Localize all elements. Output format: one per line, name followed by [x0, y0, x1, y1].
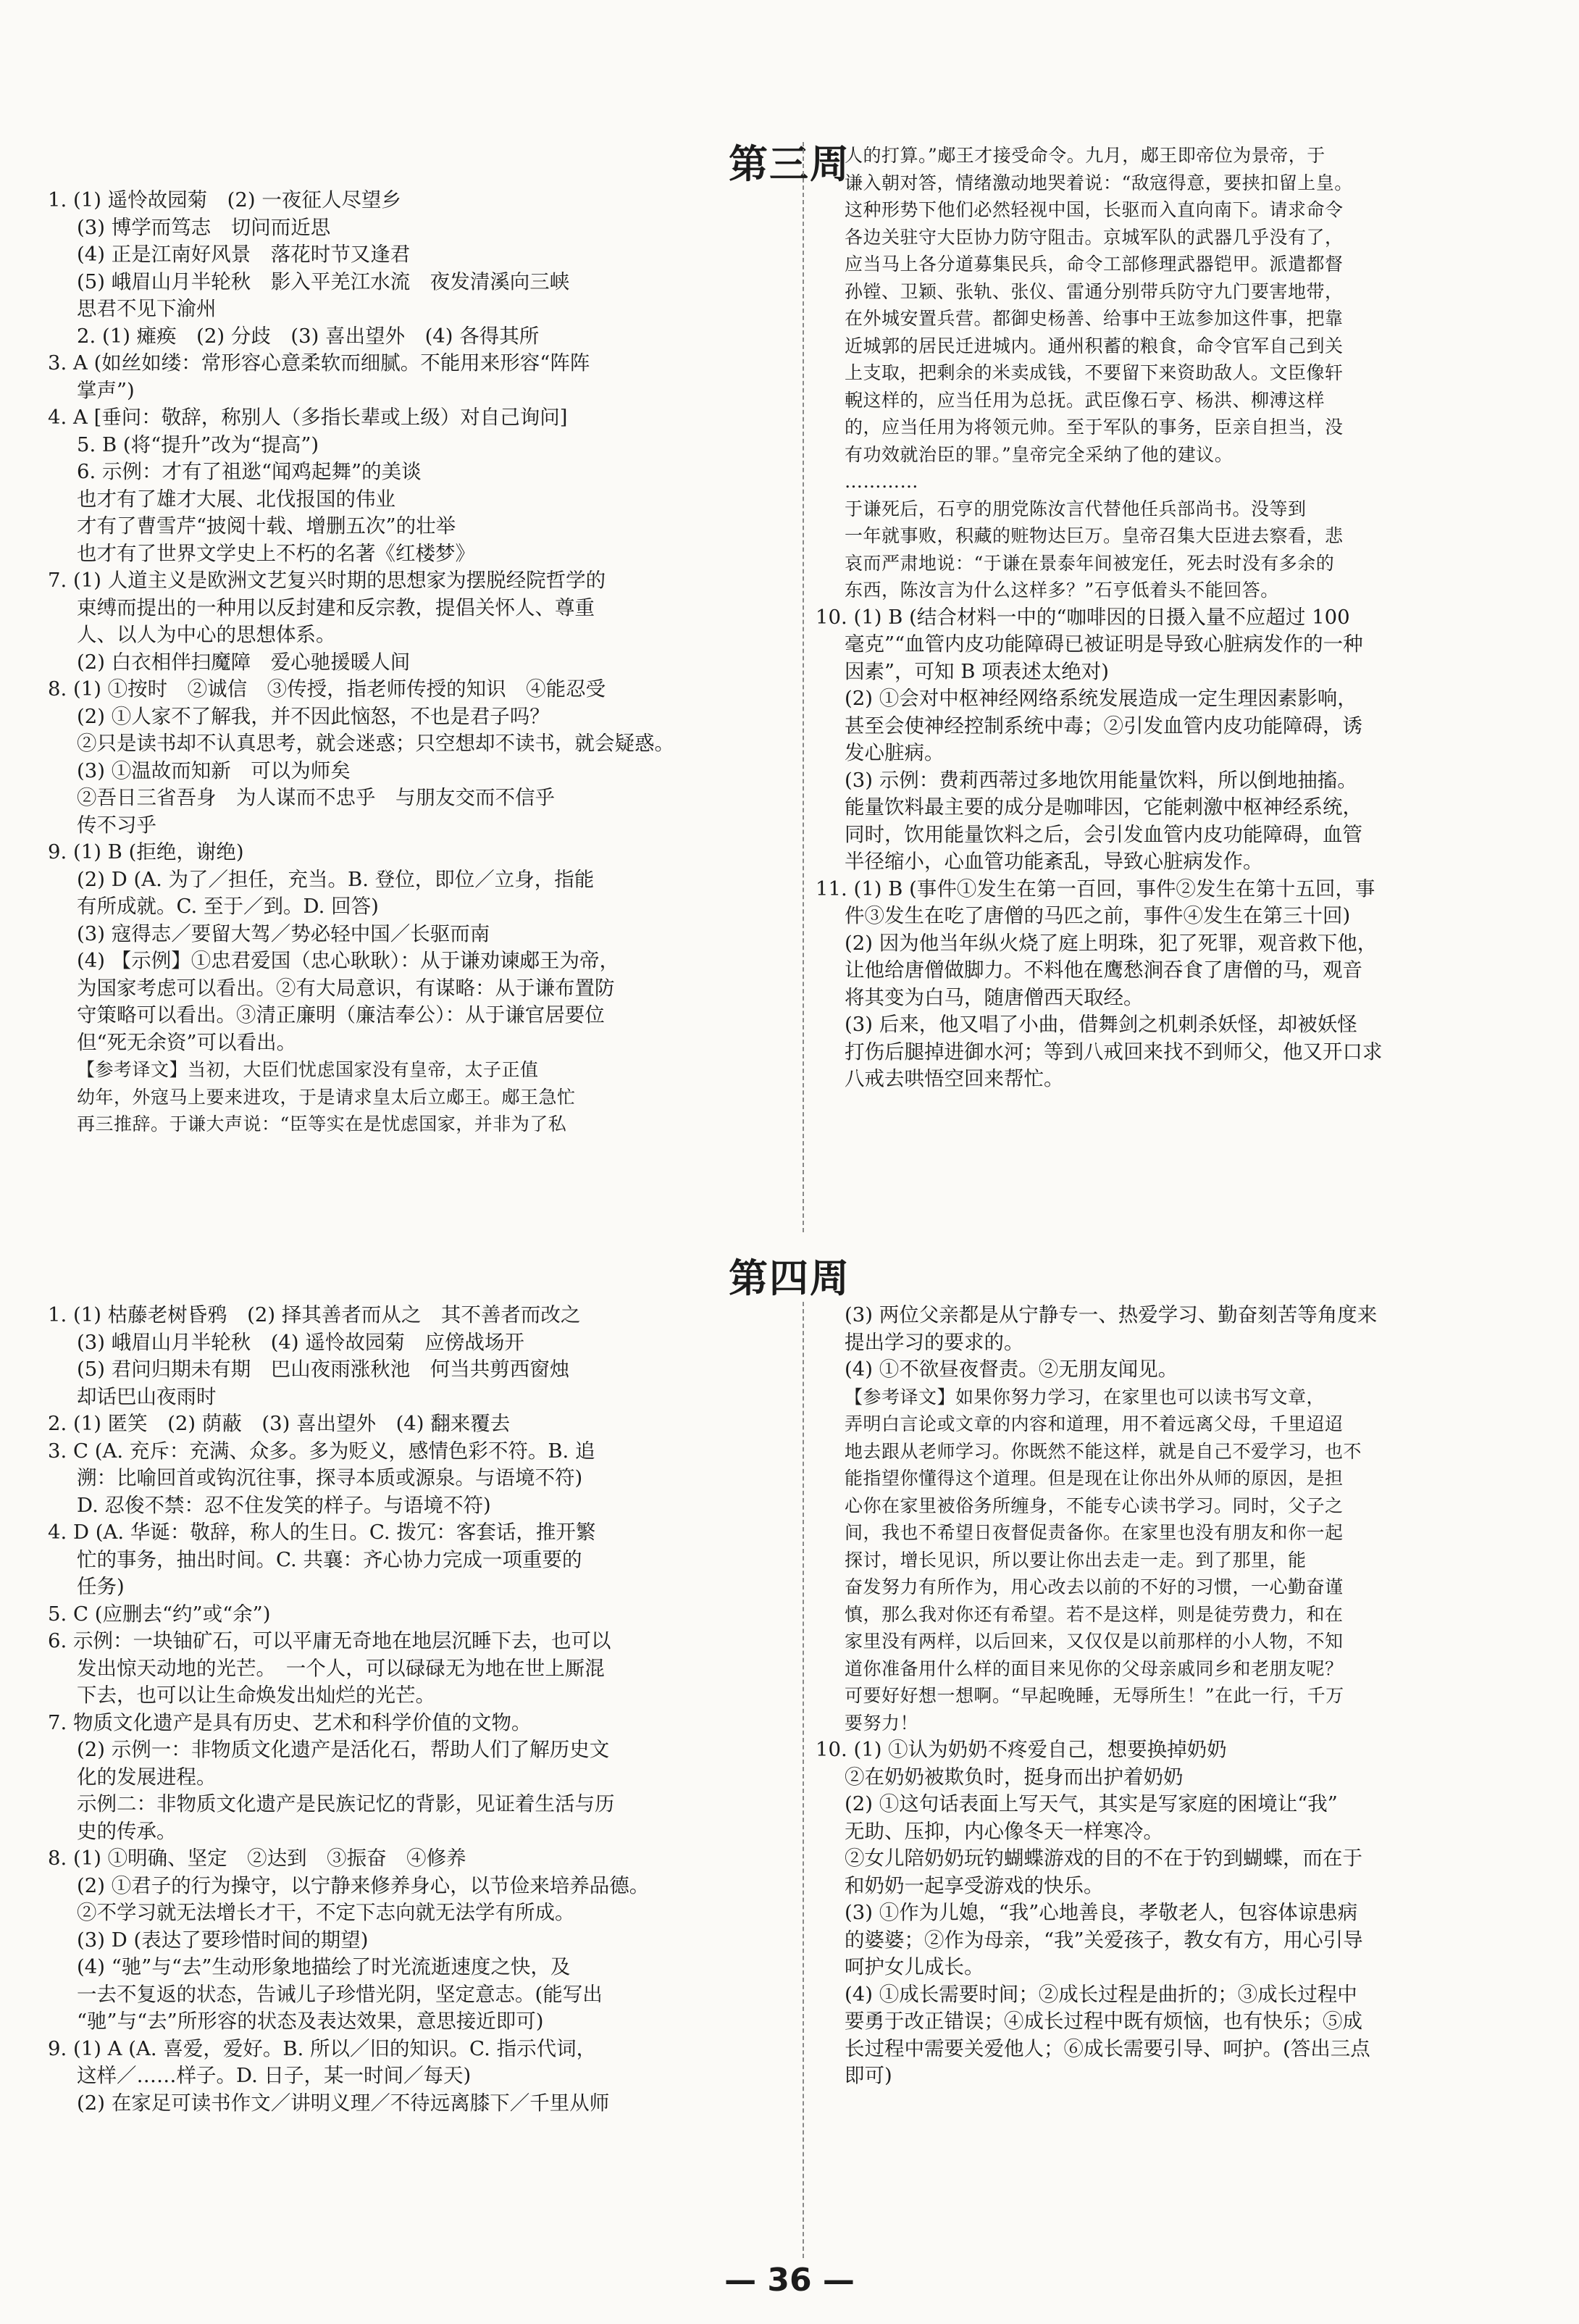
column-divider-week4 — [803, 1302, 804, 2258]
answer-line: 忙的事务，抽出时间。C. 共襄：齐心协力完成一项重要的 — [77, 1547, 582, 1571]
answer-line: (4) 【示例】①忠君爱国（忠心耿耿）：从于谦劝谏郕王为帝， — [77, 949, 619, 972]
answer-line: 10. (1) B (结合材料一中的“咖啡因的日摄入量不应超过 100 — [816, 605, 1350, 629]
answer-line: 谦入朝对答，情绪激动地哭着说：“敌寇得意，要挟扣留上皇。 — [845, 172, 1353, 193]
answer-line: (4) “驰”与“去”生动形象地描绘了时光流逝速度之快，及 — [77, 1955, 571, 1978]
answer-line: ②吾日三省吾身 为人谋而不忠乎 与朋友交而不信乎 — [77, 786, 555, 809]
answer-line: 慎，那么我对你还有希望。若不是这样，则是徒劳费力，和在 — [845, 1603, 1344, 1625]
answer-line: (5) 君问归期未有期 巴山夜雨涨秋池 何当共剪西窗烛 — [77, 1358, 570, 1381]
answer-line: 的，应当任用为将领元帅。至于军队的事务，臣亲自担当，没 — [845, 417, 1344, 438]
answer-line: 半径缩小，心血管功能紊乱，导致心脏病发作。 — [845, 850, 1263, 873]
week4-title: 第四周 — [729, 1255, 850, 1301]
week3-right-column — [816, 142, 1537, 1093]
answer-line: 但“死无余资”可以看出。 — [77, 1030, 297, 1054]
answer-line: 在外城安置兵营。都御史杨善、给事中王竑参加这件事，把靠 — [845, 308, 1344, 329]
answer-line: 弄明白言论或文章的内容和道理，用不着远离父母，千里迢迢 — [845, 1413, 1344, 1434]
answer-line: 3. A (如丝如缕：常形容心意柔软而细腻。不能用来形容“阵阵 — [48, 351, 590, 375]
answer-line: (2) D (A. 为了／担任，充当。B. 登位，即位／立身，指能 — [77, 867, 595, 891]
answer-line: 能指望你懂得这个道理。但是现在让你出外从师的原因，是担 — [845, 1468, 1344, 1489]
answer-line: 人的打算。”郕王才接受命令。九月，郕王即帝位为景帝，于 — [845, 145, 1325, 166]
answer-line: (3) 寇得志／要留大驾／势必轻中国／长驱而南 — [77, 921, 490, 945]
answer-line: (2) 在家足可读书作文／讲明义理／不待远离膝下／千里从师 — [77, 2091, 610, 2115]
answer-line: (2) ①这句话表面上写天气，其实是写家庭的困境让“我” — [845, 1792, 1338, 1815]
answer-line: 间，我也不希望日夜督促责备你。在家里也没有朋友和你一起 — [845, 1522, 1344, 1543]
answer-line: 化的发展进程。 — [77, 1765, 217, 1789]
answer-line: 5. C (应删去“约”或“余”) — [48, 1602, 271, 1626]
answer-line: 孙镗、卫颖、张轨、张仪、雷通分别带兵防守九门要害地带， — [845, 280, 1344, 302]
answer-line: (2) ①君子的行为操守，以宁静来修养身心，以节俭来培养品德。 — [77, 1873, 650, 1897]
answer-line: ②不学习就无法增长才干，不定下志向就无法学有所成。 — [77, 1901, 575, 1924]
answer-line: 再三推辞。于谦大声说：“臣等实在是忧虑国家，并非为了私 — [77, 1113, 567, 1134]
answer-line: ②只是读书却不认真思考，就会迷惑；只空想却不读书，就会疑惑。 — [77, 732, 674, 755]
answer-line: 地去跟从老师学习。你既然不能这样，就是自己不爱学习，也不 — [845, 1440, 1362, 1462]
answer-line: ②女儿陪奶奶玩钓蝴蝶游戏的目的不在于钓到蝴蝶，而在于 — [845, 1847, 1362, 1870]
answer-line: 各边关驻守大臣协力防守阻击。京城军队的武器几乎没有了， — [845, 226, 1344, 248]
answer-line: ………… — [845, 471, 918, 492]
answer-line: 毫克”“血管内皮功能障碍已被证明是导致心脏病发作的一种 — [845, 632, 1363, 656]
answer-line: 哀而严肃地说：“于谦在景泰年间被宠任，死去时没有多余的 — [845, 552, 1335, 574]
week3-title: 第三周 — [729, 141, 850, 187]
answer-line: (5) 峨眉山月半轮秋 影入平羌江水流 夜发清溪向三峡 — [77, 269, 570, 293]
answer-line: 任务) — [77, 1575, 125, 1598]
answer-line: (2) 因为他当年纵火烧了庭上明珠，犯了死罪，观音救下他， — [845, 931, 1378, 955]
answer-line: (3) 博学而笃志 切问而近思 — [77, 215, 331, 239]
answer-line: 掌声”) — [77, 378, 135, 402]
answer-line: 7. (1) 人道主义是欧洲文艺复兴时期的思想家为摆脱经院哲学的 — [48, 569, 606, 592]
week4-right-column — [816, 1302, 1537, 2090]
answer-line: 发出惊天动地的光芒。 一个人，可以碌碌无为地在世上厮混 — [77, 1656, 605, 1680]
answer-line: 1. (1) 遥怜故园菊 (2) 一夜征人尽望乡 — [48, 188, 401, 212]
answer-line: 为国家考虑可以看出。②有大局意识，有谋略：从于谦布置防 — [77, 976, 615, 1000]
answer-line: 心你在家里被俗务所缠身，不能专心读书学习。同时，父子之 — [845, 1495, 1344, 1516]
page-number: — 36 — — [724, 2262, 855, 2299]
answer-line: (2) ①会对中枢神经网络系统发展造成一定生理因素影响， — [845, 687, 1357, 710]
answer-line: 7. 物质文化遗产是具有历史、艺术和科学价值的文物。 — [48, 1710, 532, 1734]
answer-line: 下去，也可以让生命焕发出灿烂的光芒。 — [77, 1684, 435, 1707]
answer-line: (3) 两位父亲都是从宁静专一、热爱学习、勤奋刻苦等角度来 — [845, 1303, 1378, 1326]
answer-line: 也才有了雄才大展、北伐报国的伟业 — [77, 487, 395, 511]
answer-line: 能量饮料最主要的成分是咖啡因，它能刺激中枢神经系统， — [845, 795, 1362, 819]
answer-line: 有功效就治臣的罪。”皇帝完全采纳了他的建议。 — [845, 443, 1234, 465]
answer-line: 守策略可以看出。③清正廉明（廉洁奉公）：从于谦官居要位 — [77, 1003, 605, 1027]
answer-line: 和奶奶一起享受游戏的快乐。 — [845, 1873, 1104, 1897]
answer-line: 发心脏病。 — [845, 741, 945, 764]
answer-line: 1. (1) 枯藤老树昏鸦 (2) 择其善者而从之 其不善者而改之 — [48, 1303, 581, 1326]
answer-line: (2) ①人家不了解我，并不因此恼怒，不也是君子吗？ — [77, 704, 550, 728]
answer-line: 2. (1) 匿笑 (2) 荫蔽 (3) 喜出望外 (4) 翻来覆去 — [48, 1412, 511, 1435]
answer-line: (2) 示例一：非物质文化遗产是活化石，帮助人们了解历史文 — [77, 1738, 610, 1761]
answer-line: 一去不复返的状态，告诫儿子珍惜光阴，坚定意志。(能写出 — [77, 1982, 603, 2006]
answer-line: 6. 示例：一块铀矿石，可以平庸无奇地在地层沉睡下去，也可以 — [48, 1629, 611, 1652]
answer-line: 【参考译文】当初，大臣们忧虑国家没有皇帝，太子正值 — [77, 1059, 539, 1080]
answer-line: 打伤后腿掉进御水河；等到八戒回来找不到师父，他又开口求 — [845, 1040, 1383, 1063]
answer-line: (4) ①不欲昼夜督责。②无朋友闻见。 — [845, 1358, 1178, 1381]
answer-line: 9. (1) A (A. 喜爱，爱好。B. 所以／旧的知识。C. 指示代词， — [48, 2036, 597, 2060]
answer-line: 【参考译文】如果你努力学习，在家里也可以读书写文章， — [845, 1386, 1325, 1408]
week4-left-column — [48, 1302, 794, 2117]
answer-line: 甚至会使神经控制系统中毒；②引发血管内皮功能障碍，诱 — [845, 714, 1362, 737]
answer-line: 有所成就。C. 至于／到。D. 回答) — [77, 895, 379, 918]
answer-line: 一年就事败，积藏的赃物达巨万。皇帝召集大臣进去察看，悲 — [845, 525, 1344, 546]
answer-line: 8. (1) ①明确、坚定 ②达到 ③振奋 ④修养 — [48, 1847, 466, 1870]
answer-line: 4. D (A. 华诞：敬辞，称人的生日。C. 拨冗：客套话，推开繁 — [48, 1521, 596, 1544]
answer-line: 让他给唐僧做脚力。不料他在鹰愁涧吞食了唐僧的马，观音 — [845, 958, 1362, 982]
answer-line: 奋发努力有所作为，用心改去以前的不好的习惯，一心勤奋谨 — [845, 1576, 1344, 1597]
answer-line: 可要好好想一想啊。“早起晚睡，无辱所生！”在此一行，千万 — [845, 1685, 1344, 1706]
answer-line: 輗这样的，应当任用为总抚。武臣像石亨、杨洪、柳溥这样 — [845, 389, 1325, 411]
answer-line: (3) 后来，他又唱了小曲，借舞剑之机刺杀妖怪，却被妖怪 — [845, 1013, 1357, 1036]
answer-line: ②在奶奶被欺负时，挺身而出护着奶奶 — [845, 1765, 1184, 1789]
answer-line: (4) ①成长需要时间；②成长过程是曲折的；③成长过程中 — [845, 1982, 1357, 2006]
answer-line: 4. A [垂问：敬辞，称别人（多指长辈或上级）对自己询问] — [48, 406, 568, 429]
answer-line: 传不习乎 — [77, 813, 156, 837]
answer-line: 因素”，可知 B 项表述太绝对) — [845, 659, 1109, 683]
answer-line: 2. (1) 瘫痪 (2) 分歧 (3) 喜出望外 (4) 各得其所 — [77, 324, 540, 348]
answer-line: 6. 示例：才有了祖逖“闻鸡起舞”的美谈 — [77, 460, 422, 483]
answer-line: “驰”与“去”所形容的状态及表达效果，意思接近即可) — [77, 2010, 544, 2033]
answer-line: 提出学习的要求的。 — [845, 1330, 1024, 1354]
answer-line: 8. (1) ①按时 ②诚信 ③传授，指老师传授的知识 ④能忍受 — [48, 677, 606, 701]
answer-line: 人、以人为中心的思想体系。 — [77, 623, 336, 646]
answer-line: 示例二：非物质文化遗产是民族记忆的背影，见证着生活与历 — [77, 1792, 615, 1815]
answer-line: 呵护女儿成长。 — [845, 1955, 984, 1978]
answer-line: 11. (1) B (事件①发生在第一百回，事件②发生在第十五回，事 — [816, 877, 1375, 900]
answer-line: 史的传承。 — [77, 1819, 177, 1843]
answer-line: (2) 白衣相伴扫魔障 爱心驰援暖人间 — [77, 650, 411, 674]
week3-left-column — [48, 187, 794, 1138]
answer-line: 10. (1) ①认为奶奶不疼爱自己，想要换掉奶奶 — [816, 1738, 1227, 1761]
answer-line: 幼年，外寇马上要来进攻，于是请求皇太后立郕王。郕王急忙 — [77, 1086, 576, 1108]
answer-line: 近城郭的居民迁进城内。通州积蓄的粮食，命令官军自己到关 — [845, 335, 1344, 356]
answer-line: (3) 示例：费莉西蒂过多地饮用能量饮料，所以倒地抽搐。 — [845, 768, 1357, 792]
answer-line: 于谦死后，石亨的朋党陈汝言代替他任兵部尚书。没等到 — [845, 498, 1307, 519]
answer-line: 的婆婆；②作为母亲，“我”关爱孩子，教女有方，用心引导 — [845, 1928, 1363, 1952]
answer-line: 要勇于改正错误；④成长过程中既有烦恼，也有快乐；⑤成 — [845, 2010, 1362, 2033]
answer-line: D. 忍俊不禁：忍不住发笑的样子。与语境不符) — [77, 1493, 491, 1517]
answer-line: 家里没有两样，以后回来，又仅仅是以前那样的小人物，不知 — [845, 1631, 1344, 1652]
answer-line: 9. (1) B (拒绝，谢绝) — [48, 840, 244, 864]
answer-line: 这种形势下他们必然轻视中国，长驱而入直向南下。请求命令 — [845, 199, 1344, 220]
answer-line: 5. B (将“提升”改为“提高”) — [77, 432, 319, 456]
answer-line: 即可) — [845, 2064, 892, 2087]
answer-line: (3) 峨眉山月半轮秋 (4) 遥怜故园菊 应傍战场开 — [77, 1330, 524, 1354]
answer-line: 上支取，把剩余的米卖成钱，不要留下来资助敌人。文臣像轩 — [845, 362, 1344, 383]
column-divider-week3 — [803, 142, 804, 1232]
answer-line: (3) ①温故而知新 可以为师矣 — [77, 758, 351, 782]
answer-line: 东西，陈汝言为什么这样多？”石亨低着头不能回答。 — [845, 580, 1279, 601]
answer-line: (3) ①作为儿媳，“我”心地善良，孝敬老人，包容体谅患病 — [845, 1901, 1358, 1924]
answer-line: 道你准备用什么样的面目来见你的父母亲戚同乡和老朋友呢？ — [845, 1658, 1344, 1679]
answer-line: 这样／……样子。D. 日子，某一时间／每天) — [77, 2064, 472, 2087]
answer-line: (3) D (表达了要珍惜时间的期望) — [77, 1928, 369, 1952]
answer-line: 无助、压抑，内心像冬天一样寒冷。 — [845, 1819, 1163, 1843]
answer-line: 要努力！ — [845, 1712, 919, 1734]
answer-line: 八戒去哄悟空回来帮忙。 — [845, 1067, 1064, 1090]
answer-line: 同时，饮用能量饮料之后，会引发血管内皮功能障碍，血管 — [845, 822, 1362, 846]
answer-line: 应当马上各分道募集民兵，命令工部修理武器铠甲。派遣都督 — [845, 254, 1344, 275]
answer-line: 3. C (A. 充斥：充满、众多。多为贬义，感情色彩不符。B. 追 — [48, 1439, 595, 1463]
answer-line: 束缚而提出的一种用以反封建和反宗教，提倡关怀人、尊重 — [77, 595, 595, 619]
answer-line: 探讨，增长见识，所以要让你出去走一走。到了那里，能 — [845, 1549, 1307, 1571]
answer-line: 溯：比喻回首或钩沉往事，探寻本质或源泉。与语境不符) — [77, 1466, 583, 1489]
answer-line: 长过程中需要关爱他人；⑥成长需要引导、呵护。(答出三点 — [845, 2036, 1370, 2060]
answer-line: 思君不见下渝州 — [77, 297, 217, 320]
answer-line: 将其变为白马，随唐僧西天取经。 — [845, 985, 1144, 1009]
answer-line: (4) 正是江南好风景 落花时节又逢君 — [77, 243, 411, 266]
answer-line: 却话巴山夜雨时 — [77, 1384, 217, 1408]
answer-line: 件③发生在吃了唐僧的马匹之前，事件④发生在第三十回) — [845, 904, 1351, 927]
answer-line: 才有了曹雪芹“披阅十载、增删五次”的壮举 — [77, 514, 456, 538]
answer-line: 也才有了世界文学史上不朽的名著《红楼梦》 — [77, 541, 475, 565]
